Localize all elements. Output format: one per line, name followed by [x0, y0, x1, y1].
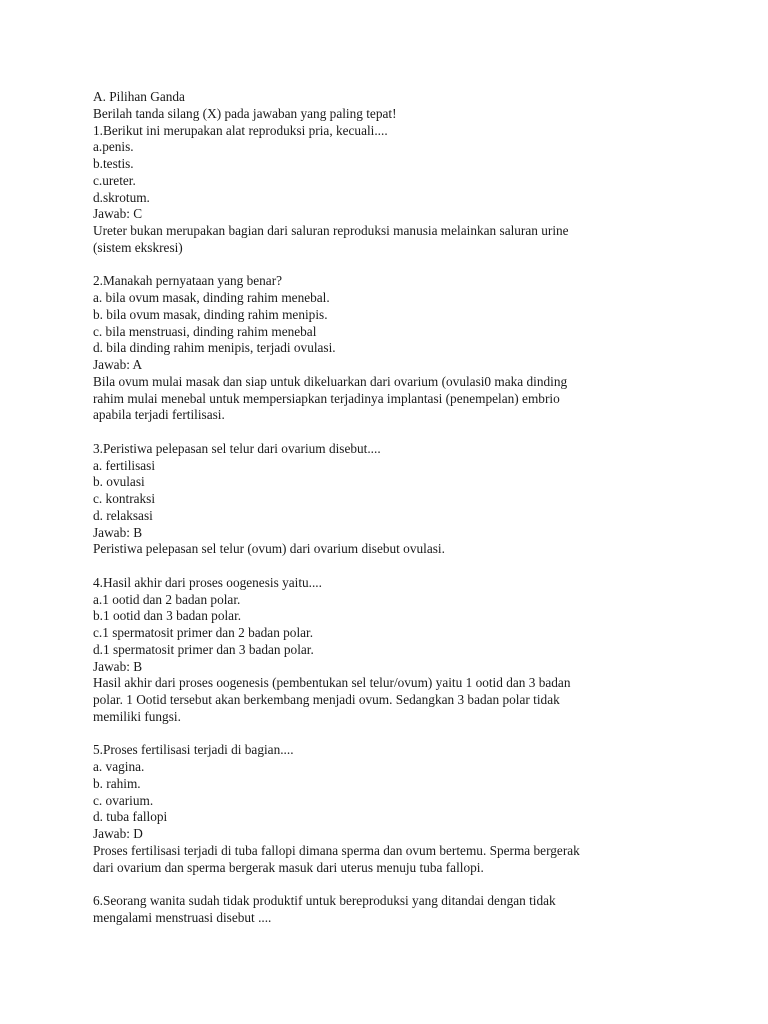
- question-text: mengalami menstruasi disebut ....: [93, 909, 272, 925]
- option-d: d.1 spermatosit primer dan 3 badan polar.: [93, 641, 314, 657]
- option-a: a. fertilisasi: [93, 457, 156, 473]
- answer-key: Jawab: A: [93, 357, 143, 372]
- explanation-line: apabila terjadi fertilisasi.: [93, 407, 225, 423]
- explanation-line: polar. 1 Ootid tersebut akan berkembang menjadi ovum. Sedangkan 3 badan polar tidak: [93, 692, 560, 707]
- explanation-line: Bila ovum mulai masak dan siap untuk dikeluarkan dari ovarium (ovulasi0 maka dinding: [93, 373, 568, 389]
- question-text: 5.Proses fertilisasi terjadi di bagian....: [93, 742, 294, 758]
- question-block-5: [93, 742, 693, 876]
- question-text: 2.Manakah pernyataan yang benar?: [93, 273, 283, 289]
- explanation-line: Ureter bukan merupakan bagian dari saluran reproduksi manusia melainkan saluran urine: [93, 223, 569, 238]
- spacer: [93, 876, 693, 893]
- option-c: c.ureter.: [93, 172, 136, 188]
- option-b: b.1 ootid dan 3 badan polar.: [93, 608, 242, 624]
- option-b: b. bila ovum masak, dinding rahim menipis.: [93, 306, 328, 322]
- explanation-line: Hasil akhir dari proses oogenesis (pembentukan sel telur/ovum) yaitu 1 ootid dan 3 badan: [93, 675, 571, 691]
- option-d: d.skrotum.: [93, 189, 150, 205]
- option-b: b.testis.: [93, 156, 134, 171]
- option-c: c.1 spermatosit primer dan 2 badan polar.: [93, 625, 314, 640]
- answer-key: Jawab: C: [93, 206, 143, 222]
- question-block-3: [93, 441, 693, 558]
- spacer: [93, 257, 693, 274]
- question-block-4: [93, 575, 693, 726]
- question-block-1: [93, 123, 693, 257]
- option-b: b. rahim.: [93, 775, 141, 791]
- answer-key: Jawab: B: [93, 524, 143, 540]
- option-d: d. relaksasi: [93, 507, 153, 523]
- spacer: [93, 558, 693, 575]
- instruction-text: Berilah tanda silang (X) pada jawaban yang paling tepat!: [93, 105, 397, 121]
- spacer: [93, 424, 693, 441]
- question-text: 1.Berikut ini merupakan alat reproduksi pria, kecuali....: [93, 122, 388, 138]
- spacer: [93, 726, 693, 743]
- option-d: d. tuba fallopi: [93, 809, 168, 825]
- document-page: [93, 89, 693, 927]
- section-title: A. Pilihan Ganda: [93, 89, 185, 104]
- option-c: c. bila menstruasi, dinding rahim menebal: [93, 323, 317, 339]
- option-a: a. bila ovum masak, dinding rahim menebal.: [93, 290, 330, 305]
- explanation-line: dari ovarium dan sperma bergerak masuk dari uterus menuju tuba fallopi.: [93, 859, 484, 875]
- question-text: 4.Hasil akhir dari proses oogenesis yaitu....: [93, 574, 322, 590]
- explanation-line: memiliki fungsi.: [93, 708, 181, 724]
- explanation-line: (sistem ekskresi): [93, 239, 183, 255]
- option-b: b. ovulasi: [93, 474, 145, 490]
- option-c: c. ovarium.: [93, 792, 154, 808]
- explanation-line: Proses fertilisasi terjadi di tuba fallopi dimana sperma dan ovum bertemu. Sperma bergerak: [93, 842, 580, 858]
- question-text: 6.Seorang wanita sudah tidak produktif untuk bereproduksi yang ditandai dengan tidak: [93, 893, 556, 908]
- option-d: d. bila dinding rahim menipis, terjadi ovulasi.: [93, 340, 336, 356]
- option-a: a. vagina.: [93, 759, 145, 774]
- option-c: c. kontraksi: [93, 491, 156, 506]
- answer-key: Jawab: B: [93, 658, 143, 674]
- explanation-line: rahim mulai menebal untuk mempersiapkan terjadinya implantasi (penempelan) embrio: [93, 390, 560, 406]
- option-a: a.penis.: [93, 139, 134, 155]
- explanation-line: Peristiwa pelepasan sel telur (ovum) dari ovarium disebut ovulasi.: [93, 541, 445, 557]
- option-a: a.1 ootid dan 2 badan polar.: [93, 591, 241, 607]
- question-text: 3.Peristiwa pelepasan sel telur dari ovarium disebut....: [93, 440, 381, 456]
- question-block-6: [93, 893, 693, 927]
- question-block-2: [93, 273, 693, 424]
- answer-key: Jawab: D: [93, 826, 143, 841]
